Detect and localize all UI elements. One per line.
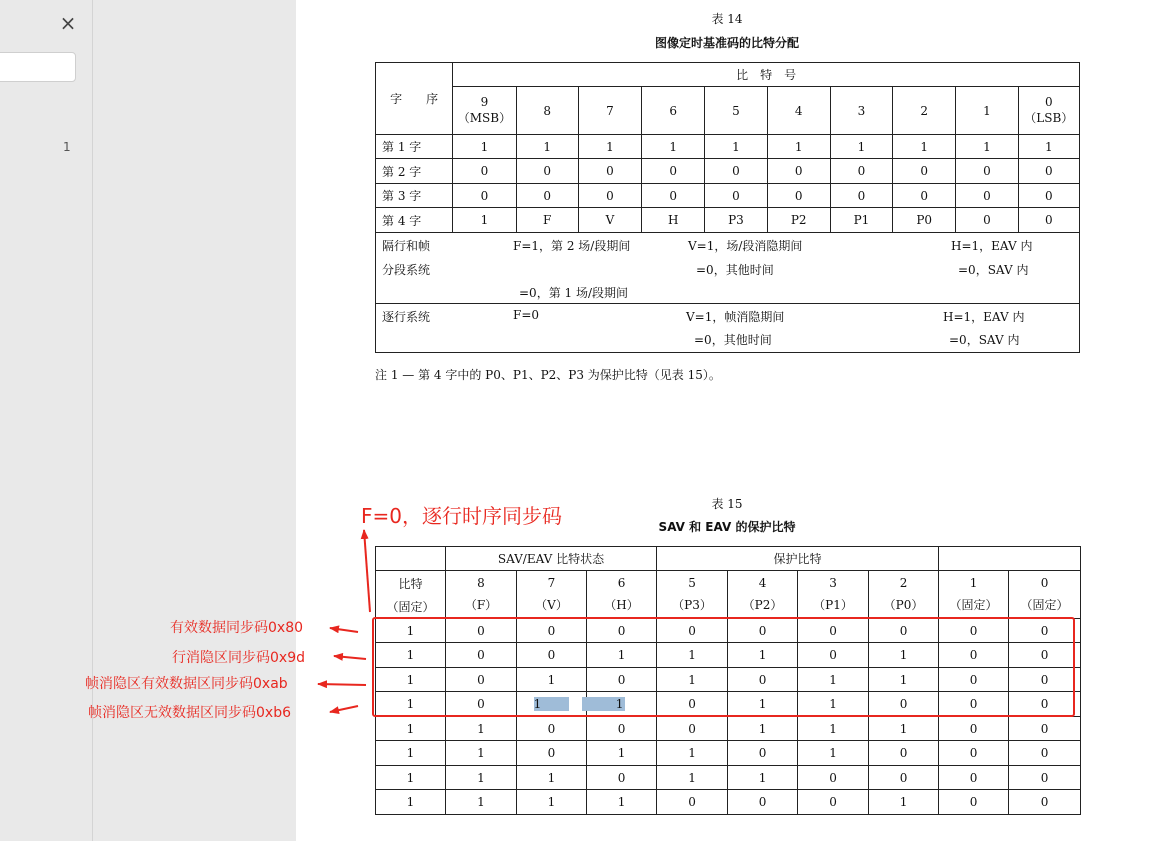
annotation-label: 帧消隐区无效数据区同步码0xb6 [88, 705, 291, 721]
bit-number: 2 [893, 87, 956, 135]
arrow [330, 628, 358, 632]
table-row: 第 3 字 0 0 0 0 0 0 0 0 0 0 [376, 184, 1080, 208]
bit-number: 8 [516, 87, 578, 135]
annotation-label: 有效数据同步码0x80 [170, 620, 304, 636]
annotation-label: 行消隐区同步码0x9d [172, 650, 305, 666]
bit-number: 4 [767, 87, 830, 135]
table14-row-header: 字 序 [376, 63, 453, 135]
bit-number: 7 [578, 87, 641, 135]
table-row: 第 2 字 0 0 0 0 0 0 0 0 0 0 [376, 159, 1080, 184]
bit-number: 1 [956, 87, 1018, 135]
table15-title: SAV 和 EAV 的保护比特 [658, 520, 796, 534]
table-row: 1 0 1 0 1 0 1 1 0 0 [376, 668, 1081, 692]
table14-note: 注 1 — 第 4 字中的 P0、P1、P2、P3 为保护比特（见表 15）。 [375, 368, 721, 382]
annotation-title: F=0，逐行时序同步码 [361, 504, 562, 528]
arrow [330, 706, 358, 712]
table15-group2: 保护比特 [657, 547, 939, 571]
table15-caption: 表 15 [711, 497, 743, 511]
page-number[interactable]: 1 [63, 140, 71, 154]
bit-number: 5 [705, 87, 767, 135]
close-icon[interactable]: × [59, 11, 77, 35]
table-row: 1 0 1 1 0 1 1 0 0 0 [376, 692, 1081, 717]
bit-number: 9 （MSB） [453, 87, 516, 135]
interlaced-row: 隔行和帧 分段系统 F=1，第 2 场/段期间 =0，第 1 场/段期间 V=1，场/段消隐期间 =0，其他时间 H=1，EAV 内 =0，SAV 内 [376, 233, 1080, 304]
table15-group1: SAV/EAV 比特状态 [446, 547, 657, 571]
arrow [364, 530, 370, 612]
table-row: 第 4 字 1 F V H P3 P2 P1 P0 0 0 [376, 208, 1080, 233]
bit-number: 6 [642, 87, 705, 135]
table-row: 1 1 0 0 0 1 1 1 0 0 [376, 717, 1081, 741]
table-row: 1 0 0 0 0 0 0 0 0 0 [376, 619, 1081, 643]
table-row: 1 1 1 1 0 0 0 1 0 0 [376, 790, 1081, 815]
arrow [318, 684, 366, 685]
bit-number: 0 （LSB） [1018, 87, 1079, 135]
table-row: 1 0 0 1 1 1 0 1 0 0 [376, 643, 1081, 668]
table14-bit-header: 比 特 号 [453, 63, 1080, 87]
selected-cell[interactable]: 1 [587, 692, 657, 717]
progressive-row: 逐行系统 F=0 V=1，帧消隐期间 =0，其他时间 H=1，EAV 内 =0，SAV 内 [376, 304, 1080, 353]
table15-header: 比特 （固定） 8 （F） 7 （V） 6 （H） 5 （P3） 4 （P2） 3 （P1） 2 （P0） 1 （固定） 0 （固定） [376, 571, 1081, 619]
table-row: 第 1 字 1 1 1 1 1 1 1 1 1 1 [376, 135, 1080, 159]
table-row: 1 1 0 1 1 0 1 0 0 0 [376, 741, 1081, 766]
annotation-label: 帧消隐区有效数据区同步码0xab [85, 676, 288, 692]
arrow [334, 656, 366, 659]
table14-caption: 表 14 [711, 12, 743, 26]
selected-cell[interactable]: 1 [517, 692, 587, 717]
bit-number: 3 [830, 87, 892, 135]
table-row: 1 1 1 0 1 1 0 0 0 0 [376, 766, 1081, 790]
table14-title: 图像定时基准码的比特分配 [654, 36, 799, 50]
